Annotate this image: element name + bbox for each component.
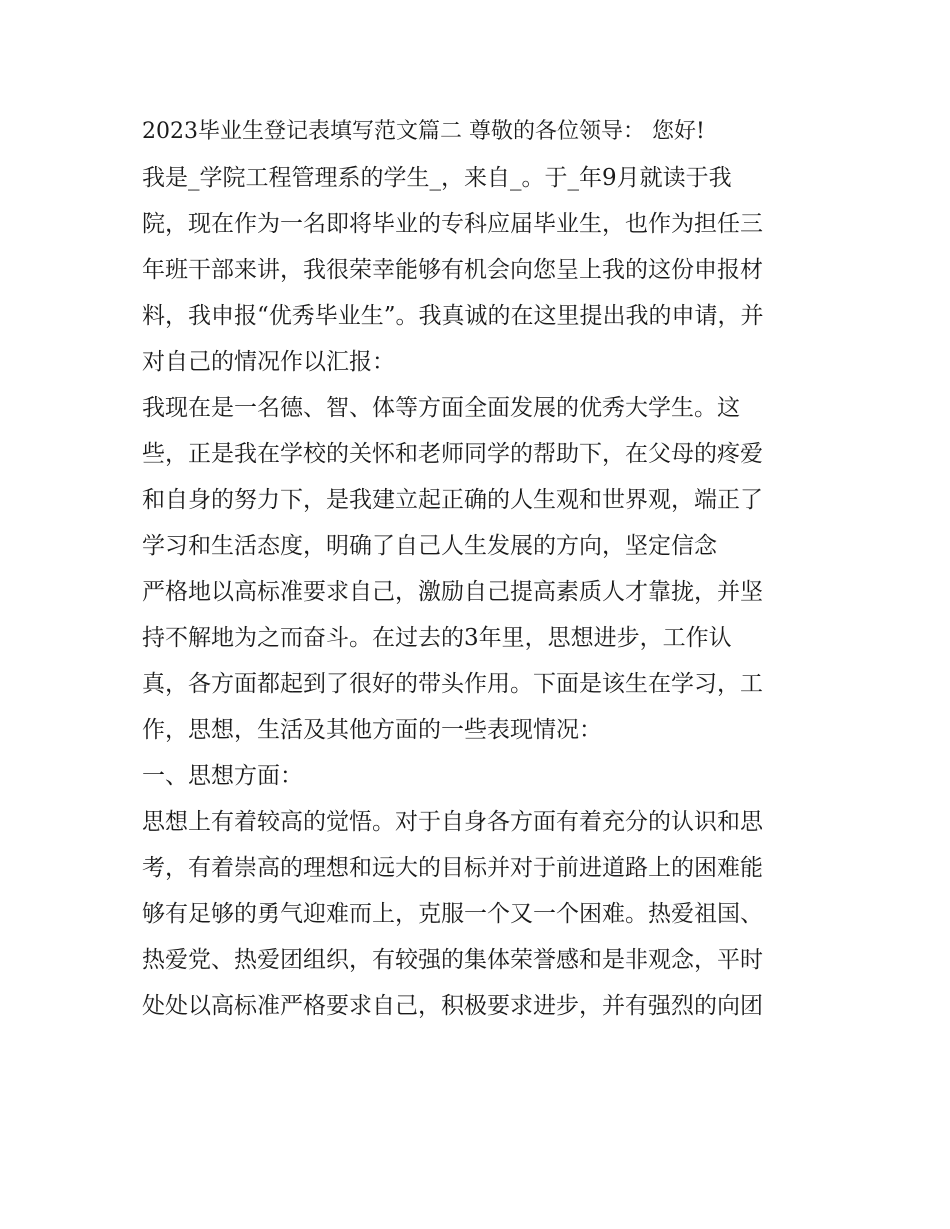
section-heading: 一、思想方面：: [142, 763, 303, 789]
text-line: 考，有着崇高的理想和远大的目标并对于前进道路上的困难能: [142, 855, 763, 881]
document-body: [142, 109, 822, 1029]
text-line: 够有足够的勇气迎难而上，克服一个又一个困难。热爱祖国、: [142, 901, 763, 927]
text-line: 和自身的努力下，是我建立起正确的人生观和世界观，端正了: [142, 487, 763, 513]
text-line: 作，思想，生活及其他方面的一些表现情况：: [142, 717, 602, 743]
text-line: 院，现在作为一名即将毕业的专科应届毕业生，也作为担任三: [142, 211, 763, 237]
text-line: 学习和生活态度，明确了自己人生发展的方向，坚定信念: [142, 533, 717, 559]
text-line: 热爱党、热爱团组织，有较强的集体荣誉感和是非观念，平时: [142, 947, 763, 973]
text-line: 思想上有着较高的觉悟。对于自身各方面有着充分的认识和思: [142, 809, 763, 835]
text-line: 些，正是我在学校的关怀和老师同学的帮助下，在父母的疼爱: [142, 441, 763, 467]
text-line: 处处以高标准严格要求自己，积极要求进步，并有强烈的向团: [142, 993, 763, 1019]
document-title-line: 2023毕业生登记表填写范文篇二 尊敬的各位领导： 您好!: [142, 119, 705, 144]
text-line: 我现在是一名德、智、体等方面全面发展的优秀大学生。这: [142, 395, 740, 421]
text-line: 我是_学院工程管理系的学生_，来自_。于_年9月就读于我: [142, 165, 732, 191]
text-line: 持不解地为之而奋斗。在过去的3年里，思想进步，工作认: [142, 625, 732, 651]
text-line: 料，我申报“优秀毕业生”。我真诚的在这里提出我的申请，并: [142, 303, 764, 329]
text-line: 真，各方面都起到了很好的带头作用。下面是该生在学习，工: [142, 671, 763, 697]
text-line: 年班干部来讲，我很荣幸能够有机会向您呈上我的这份申报材: [142, 257, 763, 283]
text-line: 对自己的情况作以汇报：: [142, 349, 395, 375]
text-line: 严格地以高标准要求自己，激励自己提高素质人才靠拢，并坚: [142, 579, 763, 605]
